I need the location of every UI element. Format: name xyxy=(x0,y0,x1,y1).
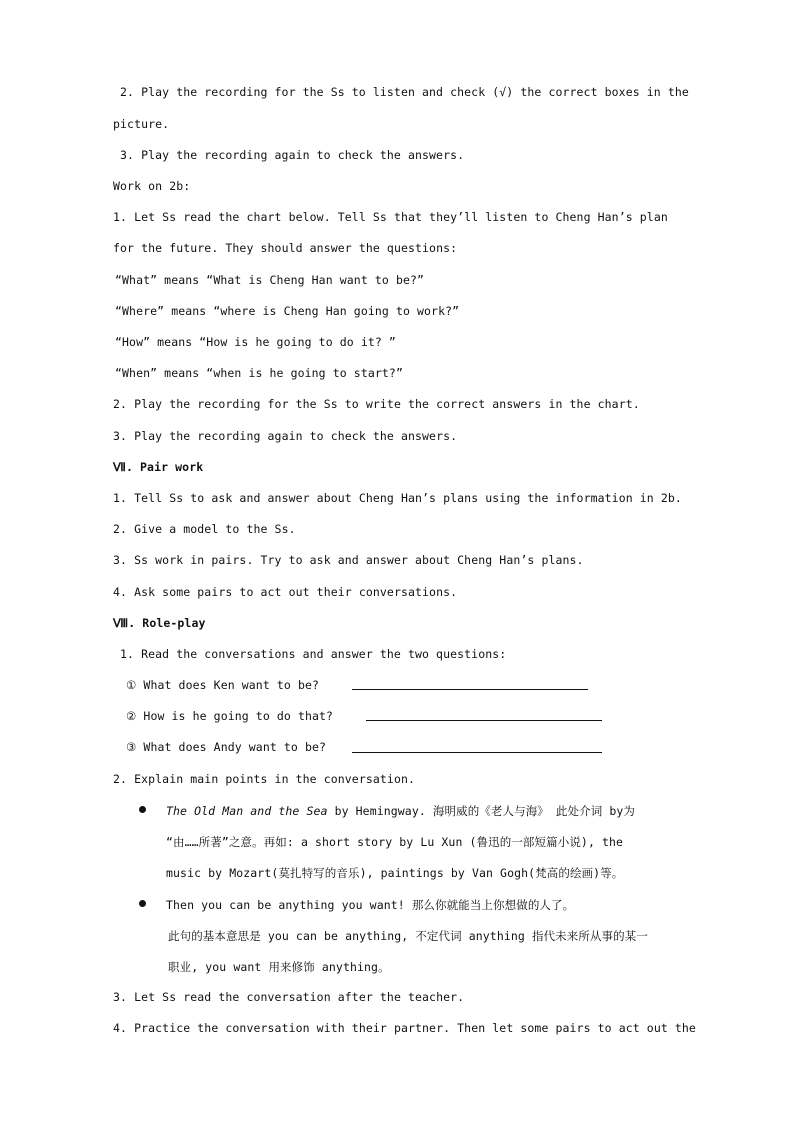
bullet-point-2 xyxy=(139,900,146,907)
step-2-listen-check: 2. Play the recording for the Ss to listen and check (√) the correct boxes in the xyxy=(120,85,689,99)
pair-work-step-2: 2. Give a model to the Ss. xyxy=(113,522,296,536)
step-1-continued: for the future. They should answer the questions: xyxy=(113,241,458,255)
explanation-1-line-1 xyxy=(166,803,635,819)
explanation-2-line-1: Then you can be anything you want! 那么你就能当上你想做的人了。 xyxy=(166,898,575,912)
question-3: ③ What does Andy want to be? xyxy=(126,740,327,754)
explanation-2-line-2: 此句的基本意思是 you can be anything, 不定代词 anything 指代未来所从事的某一 xyxy=(168,929,648,943)
role-play-step-2: 2. Explain main points in the conversation. xyxy=(113,772,416,786)
role-play-step-3: 3. Let Ss read the conversation after the teacher. xyxy=(113,990,465,1004)
pair-work-step-4: 4. Ask some pairs to act out their conversations. xyxy=(113,585,458,599)
step-2-write-answers: 2. Play the recording for the Ss to write the correct answers in the chart. xyxy=(113,397,640,411)
section-role-play-heading: Ⅷ. Role-play xyxy=(113,616,206,630)
explanation-1-line-1-rest: by Hemingway. 海明威的《老人与海》 此处介词 by为 xyxy=(327,804,635,818)
explanation-1-line-2: “由……所著”之意。再如: a short story by Lu Xun (鲁迅的一部短篇小说), the xyxy=(166,835,624,849)
answer-blank-1 xyxy=(352,689,588,690)
question-when: “When” means “when is he going to start?” xyxy=(115,366,403,380)
step-3-check-again: 3. Play the recording again to check the answers. xyxy=(113,429,458,443)
explanation-1-line-3: music by Mozart(莫扎特写的音乐), paintings by Van Gogh(梵高的绘画)等。 xyxy=(166,866,624,880)
answer-blank-2 xyxy=(366,720,602,721)
work-on-2b-heading: Work on 2b: xyxy=(113,179,191,193)
step-1-read-chart: 1. Let Ss read the chart below. Tell Ss that they’ll listen to Cheng Han’s plan xyxy=(113,210,668,224)
pair-work-step-3: 3. Ss work in pairs. Try to ask and answer about Cheng Han’s plans. xyxy=(113,553,584,567)
book-title: The Old Man and the Sea xyxy=(166,804,328,818)
bullet-point-1 xyxy=(139,806,146,813)
answer-blank-3 xyxy=(352,752,602,753)
question-1: ① What does Ken want to be? xyxy=(126,678,320,692)
pair-work-step-1: 1. Tell Ss to ask and answer about Cheng Han’s plans using the information in 2b. xyxy=(113,491,682,505)
question-how: “How” means “How is he going to do it? ” xyxy=(115,335,396,349)
explanation-2-line-3: 职业, you want 用来修饰 anything。 xyxy=(168,960,390,974)
section-pair-work-heading: Ⅶ. Pair work xyxy=(113,460,204,474)
role-play-step-1: 1. Read the conversations and answer the two questions: xyxy=(120,647,507,661)
step-3-check-answers: 3. Play the recording again to check the answers. xyxy=(120,148,465,162)
question-where: “Where” means “where is Cheng Han going to work?” xyxy=(115,304,460,318)
step-2-continued: picture. xyxy=(113,117,170,131)
role-play-step-4: 4. Practice the conversation with their partner. Then let some pairs to act out the xyxy=(113,1021,696,1035)
question-what: “What” means “What is Cheng Han want to be?” xyxy=(115,273,425,287)
question-2: ② How is he going to do that? xyxy=(126,709,334,723)
